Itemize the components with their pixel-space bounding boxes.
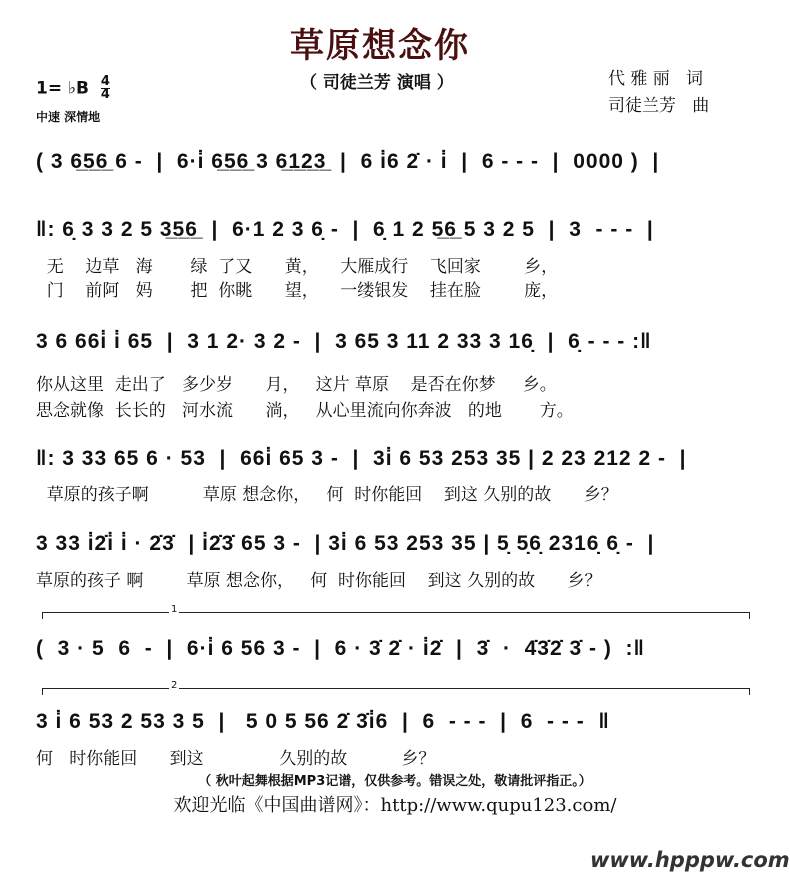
score-line-3: 3 6 66i̇ i̇ 65 | 3 1 2· 3 2 - | 3 65 3 11 2 33 3 16̣ | 6̣ - - - :‖ <box>36 330 652 353</box>
lyricist-credit: 代 雅 丽 词 <box>608 69 704 89</box>
lyrics-line-3-verse-2: 思念就像 长长的 河水流 淌， 从心里流向你奔波 的地 方。 <box>36 401 574 421</box>
lyrics-line-4: 草原的孩子啊 草原 想念你， 何 时你能回 到这 久别的故 乡？ <box>36 485 618 505</box>
watermark: www.hpppw.com <box>590 848 790 872</box>
lyrics-line-2-verse-1: 无 边草 海 绿 了又 黄， 大雁成行 飞回家 乡， <box>36 257 559 277</box>
time-signature: $\frac{4}{4}$ <box>100 74 110 102</box>
lyrics-line-7: 何 时你能回 到这 久别的故 乡？ <box>36 749 436 769</box>
lyrics-line-5: 草原的孩子 啊 草原 想念你， 何 时你能回 到这 久别的故 乡？ <box>36 571 602 591</box>
lyrics-line-3-verse-1: 你从这里 走出了 多少岁 月， 这片 草原 是否在你梦 乡。 <box>36 375 557 395</box>
volta-bracket-2: 2 <box>42 688 750 695</box>
singer-credit: （ 司徒兰芳 演唱 ） <box>300 73 454 93</box>
score-line-4: ‖: 3 33 65 6 · 53 | 66i̇ 65 3 - | 3i̇ 6 53 253 35 | 2 23 212 2 - | <box>36 447 687 470</box>
score-line-1: ( 3 6̲5̲6̲ 6 - | 6·i̇ 6̲5̲6̲ 3 6̲1̲2̲3̲ | 6 i̇6 2̇ · i̇ | 6 - - - | 0000 ) | <box>36 150 660 173</box>
score-line-2: ‖: 6̣ 3 3 2 5 3̲5̲6̲ | 6·1 2 3 6̣ - | 6̣ 1 2 5̲6̲ 5 3 2 5 | 3 - - - | <box>36 218 654 241</box>
score-line-7: 3 i̇ 6 53 2 53 3 5 | 5 0 5 56 2̇ 3̇i̇6 | 6 - - - | 6 - - - ‖ <box>36 710 610 733</box>
lyrics-line-2-verse-2: 门 前阿 妈 把 你眺 望， 一缕银发 挂在脸 庞， <box>36 281 559 301</box>
volta-bracket-1: 1 <box>42 612 750 619</box>
score-line-6: ( 3 · 5 6 - | 6·i̇ 6 56 3 - | 6 · 3̇ 2̇ · i̇2̇ | 3̇ · 4̇3̇2̇ 3̇ - ) :‖ <box>36 637 645 660</box>
transcription-note: （ 秋叶起舞根据MP3记谱，仅供参考。错误之处，敬请批评指正。） <box>198 774 592 789</box>
composer-credit: 司徒兰芳 曲 <box>608 96 710 116</box>
key-signature: 1= ♭B $\frac{4}{4}$ <box>36 74 110 102</box>
song-title: 草原想念你 <box>290 26 470 66</box>
site-welcome-link[interactable]: 欢迎光临《中国曲谱网》：http://www.qupu123.com/ <box>173 795 617 816</box>
score-line-5: 3 33 i̇2̇i̇ i̇ · 2̇3̇ | i̇2̇3̇ 65 3 - | 3i̇ 6 53 253 35 | 5̣ 5̣6̣ 2316̣ 6̣ - | <box>36 532 655 555</box>
credits <box>608 66 709 120</box>
tempo-marking: 中速 深情地 <box>36 110 101 124</box>
